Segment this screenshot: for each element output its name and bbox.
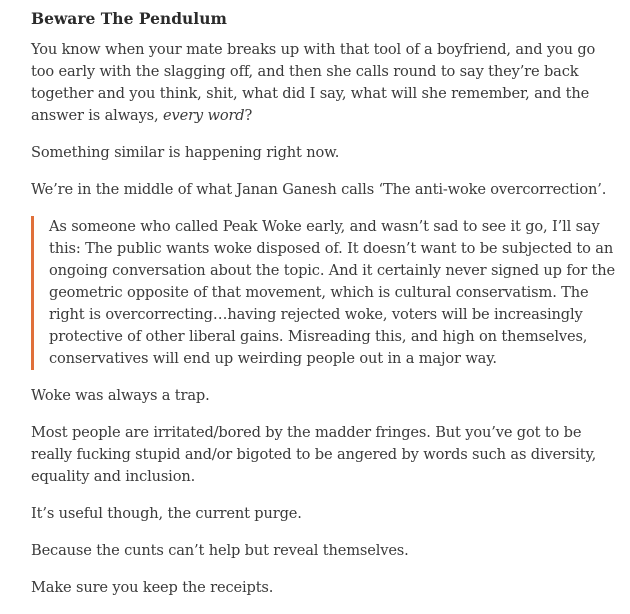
paragraph-7: Because the cunts can’t help but reveal themselves. — [31, 542, 409, 559]
blockquote — [31, 216, 621, 370]
intro-emphasis: every word — [163, 107, 245, 124]
quote-text: As someone who called Peak Woke early, and wasn’t sad to see it go, I’ll say this: The public wants woke disposed of. It doesn’t want to be subjected to an ongoing conversation about the topic. And it certainly never signed up for the geometric opposite of that movement, which is cultural conservatism. The right is overcorrecting…having rejected woke, voters will be increasingly protective of other liberal gains. Misreading this, and high on themselves, conservatives will end up weirding people out in a major way. — [49, 218, 615, 367]
intro-text-end: ? — [244, 107, 253, 124]
intro-text: You know when your mate breaks up with that tool of a boyfriend, and you go too early with the slagging off, and then she calls round to say they’re back together and you think, shit, what did I say, what will she remember, and the answer is always, — [31, 41, 596, 124]
article — [31, 8, 621, 614]
paragraph-6: It’s useful though, the current purge. — [31, 505, 302, 522]
paragraph-3: We’re in the middle of what Janan Ganesh calls ‘The anti-woke overcorrection’. — [31, 181, 607, 198]
paragraph-5: Most people are irritated/bored by the madder fringes. But you’ve got to be really fucking stupid and/or bigoted to be angered by words such as diversity, equality and inclusion. — [31, 424, 597, 485]
article-title: Beware The Pendulum — [31, 9, 227, 28]
intro-paragraph — [31, 39, 621, 127]
paragraph-4: Woke was always a trap. — [31, 387, 210, 404]
paragraph-8: Make sure you keep the receipts. — [31, 579, 274, 596]
paragraph-2: Something similar is happening right now. — [31, 144, 340, 161]
